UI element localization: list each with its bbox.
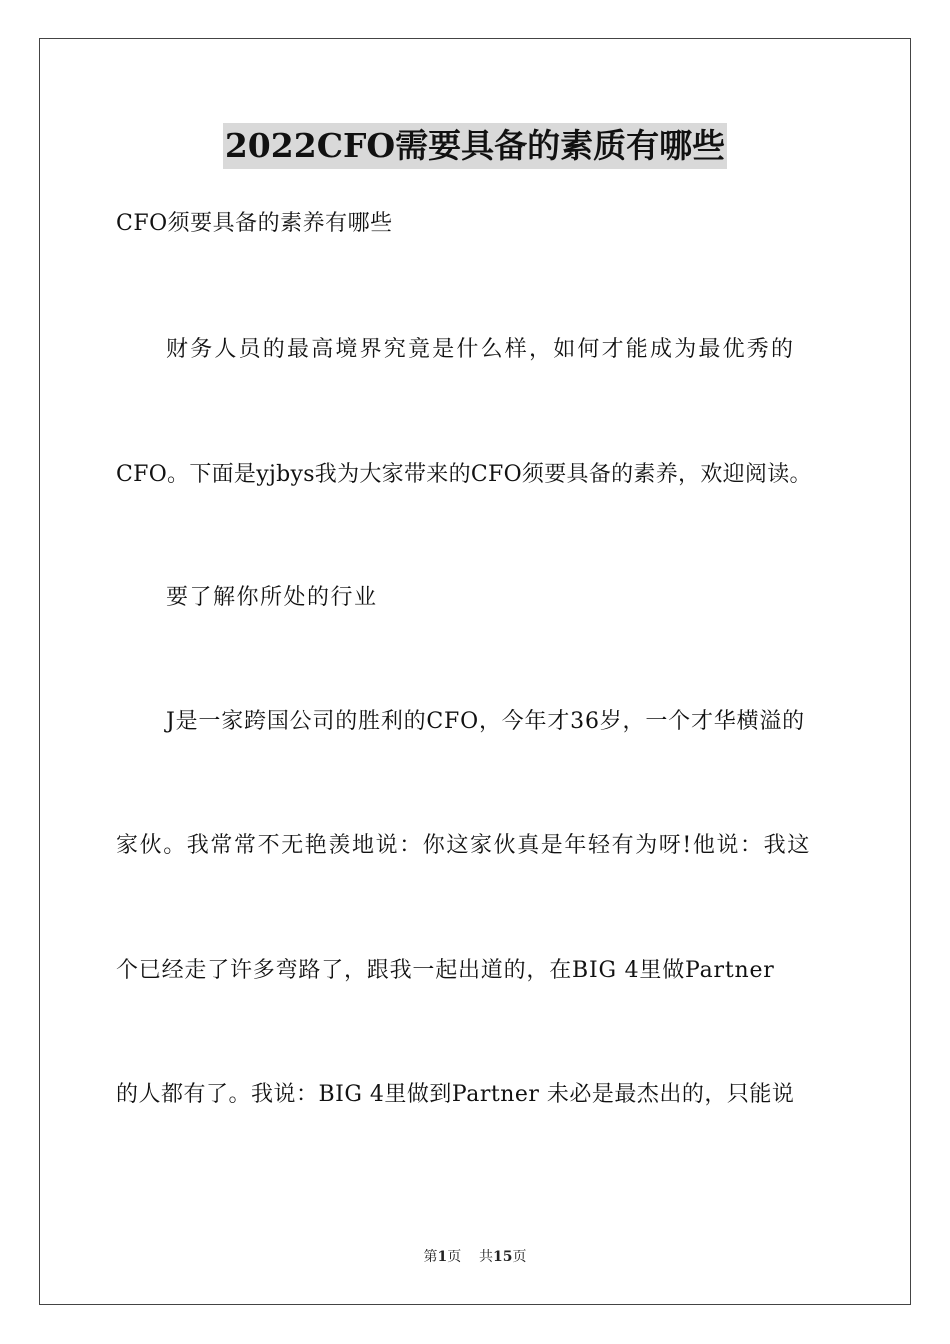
page-current: 1	[437, 1249, 448, 1265]
paragraph-line: 家伙。我常常不无艳羡地说：你这家伙真是年轻有为呀!他说：我这	[116, 833, 811, 858]
page-footer	[0, 1247, 950, 1267]
paragraph-line: 财务人员的最高境界究竟是什么样，如何才能成为最优秀的	[166, 337, 796, 362]
document-title: 2022CFO需要具备的素质有哪些	[223, 123, 727, 169]
paragraph-line: CFO。下面是yjbys我为大家带来的CFO须要具备的素养，欢迎阅读。	[116, 462, 812, 487]
paragraph-line: 的人都有了。我说：BIG 4里做到Partner 未必是最杰出的，只能说	[116, 1082, 795, 1107]
page-total: 15	[493, 1249, 513, 1265]
title-container	[0, 123, 950, 169]
document-subtitle: CFO须要具备的素养有哪些	[116, 211, 393, 236]
page-unit: 页	[447, 1249, 462, 1265]
paragraph-line: 个已经走了许多弯路了，跟我一起出道的，在BIG 4里做Partner	[116, 958, 775, 983]
paragraph-heading: 要了解你所处的行业	[166, 585, 378, 610]
paragraph-line: J是一家跨国公司的胜利的CFO，今年才36岁，一个才华横溢的	[166, 709, 805, 734]
total-unit: 页	[512, 1249, 527, 1265]
total-prefix: 共	[479, 1249, 494, 1265]
page-prefix: 第	[423, 1249, 438, 1265]
